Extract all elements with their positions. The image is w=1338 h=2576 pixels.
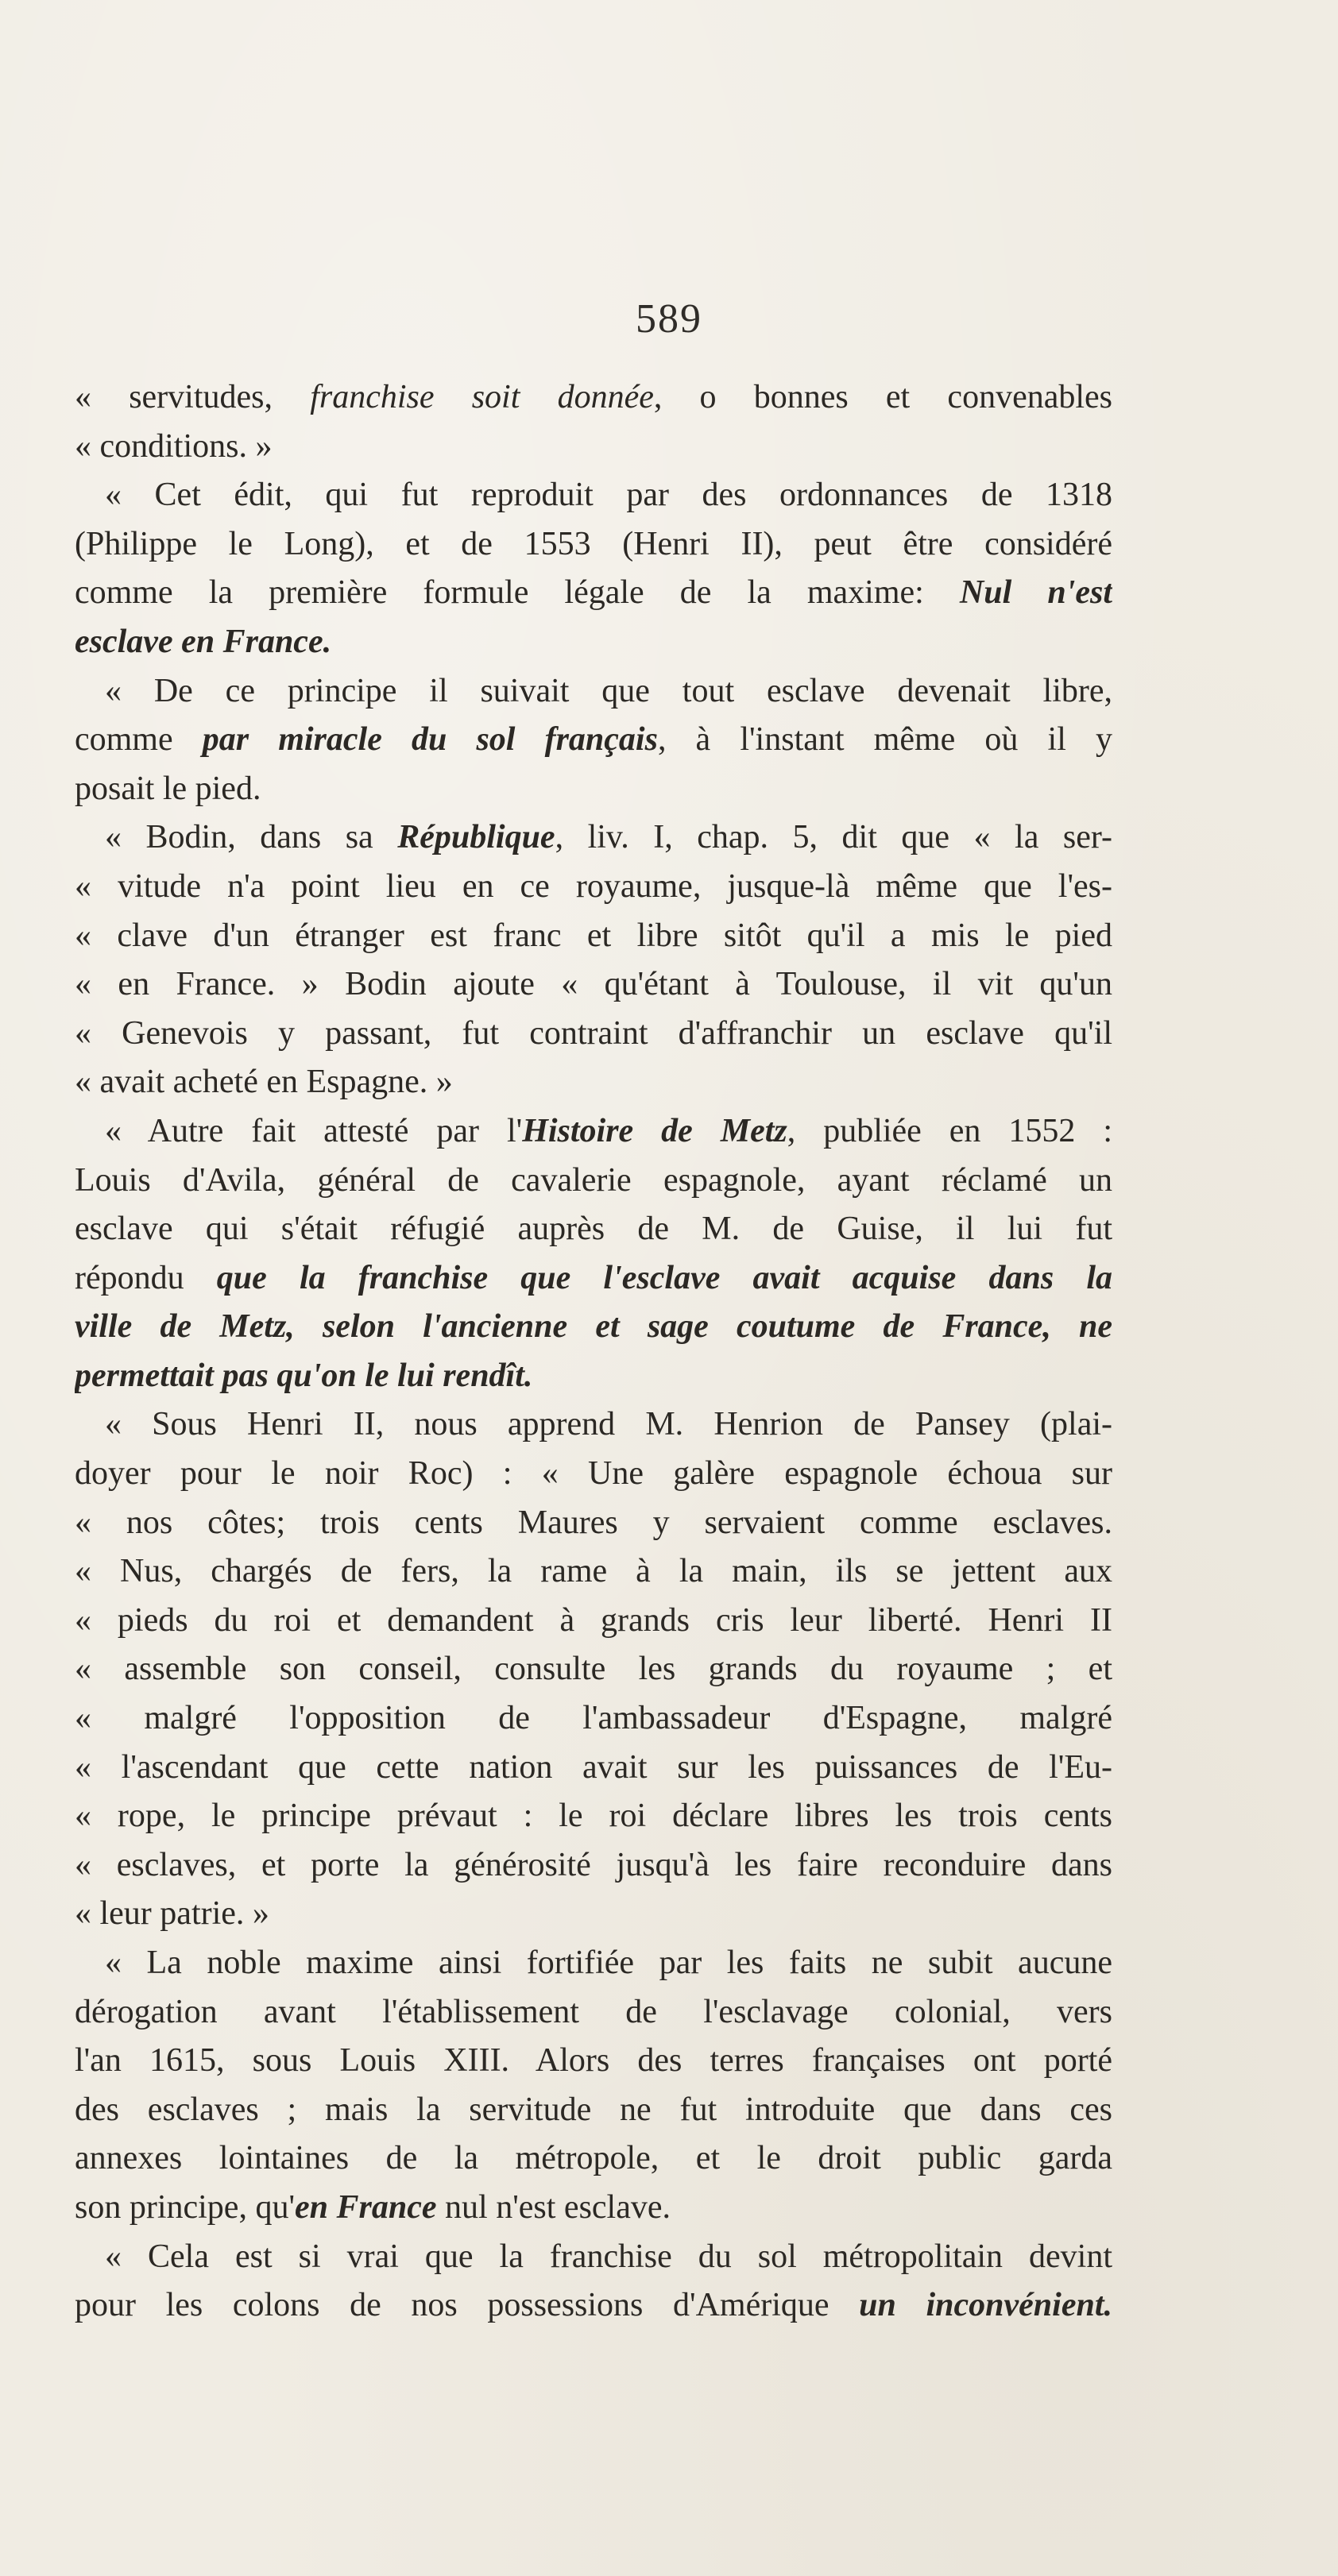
text-line: [75, 2134, 1112, 2184]
text-line: [75, 569, 1112, 618]
text-run: répondu: [75, 1259, 217, 1296]
text-line: [75, 471, 1112, 520]
text-line: [75, 2233, 1112, 2282]
text-line: [75, 863, 1112, 912]
text-run: nul n'est esclave.: [436, 2188, 671, 2226]
emphasized-text: en France: [295, 2188, 437, 2226]
text-run: « en France. » Bodin ajoute « qu'étant à Toulouse, il vit qu'un: [75, 966, 1112, 1003]
text-line: [75, 1205, 1112, 1254]
emphasized-text: franchise soit donnée: [310, 379, 654, 415]
text-run: (Philippe le Long), et de 1553 (Henri II), peut être considéré: [75, 525, 1112, 562]
text-line: [75, 1694, 1112, 1744]
emphasized-text: par miracle du sol français: [202, 721, 658, 759]
emphasized-text: un inconvénient.: [859, 2287, 1112, 2324]
text-run: « Bodin, dans sa: [105, 819, 398, 856]
text-run: « Cet édit, qui fut reproduit par des ordonnances de 1318: [105, 477, 1112, 514]
text-line: [75, 1890, 1112, 1939]
text-run: , à l'instant même où il y: [657, 721, 1112, 759]
text-line: [75, 2037, 1112, 2086]
text-run: « l'ascendant que cette nation avait sur les puissances de l'Eu-: [75, 1748, 1112, 1786]
text-run: « De ce principe il suivait que tout esclave devenait libre,: [105, 672, 1112, 709]
text-run: l'an 1615, sous Louis XIII. Alors des terres françaises ont porté: [75, 2042, 1112, 2080]
text-run: « Autre fait attesté par l': [105, 1112, 523, 1149]
text-line: [75, 1058, 1112, 1107]
text-line: [75, 667, 1112, 716]
text-run: « avait acheté en Espagne. »: [75, 1064, 453, 1101]
text-run: « assemble son conseil, consulte les grands du royaume ; et: [75, 1651, 1112, 1688]
text-run: « clave d'un étranger est franc et libre sitôt qu'il a mis le pied: [75, 917, 1112, 954]
emphasized-text: ville de Metz, selon l'ancienne et sage coutume de France, ne: [75, 1308, 1112, 1346]
text-run: des esclaves ; mais la servitude ne fut introduite que dans ces: [75, 2091, 1112, 2128]
text-run: , liv. I, chap. 5, dit que « la ser-: [555, 819, 1112, 856]
text-line: [75, 1744, 1112, 1793]
text-run: posait le pied.: [75, 770, 261, 807]
text-run: comme: [75, 721, 203, 759]
text-line: [75, 813, 1112, 863]
text-line: [75, 1792, 1112, 1841]
text-run: « Sous Henri II, nous apprend M. Henrion de Pansey (plai-: [105, 1406, 1112, 1443]
text-run: Louis d'Avila, général de cavalerie espagnole, ayant réclamé un: [75, 1161, 1112, 1199]
text-run: doyer pour le noir Roc) : « Une galère espagnole échoua sur: [75, 1455, 1112, 1493]
text-line: [75, 1547, 1112, 1597]
text-line: [75, 1400, 1112, 1450]
text-run: « nos côtes; trois cents Maures y servaient comme esclaves.: [75, 1504, 1112, 1541]
text-line: [75, 373, 1112, 423]
text-line: [75, 1157, 1112, 1206]
emphasized-text: permettait pas qu'on le lui rendît.: [75, 1357, 533, 1394]
text-run: comme la première formule légale de la maxime:: [75, 574, 960, 612]
text-line: [75, 1645, 1112, 1694]
body-text: [75, 373, 1112, 2331]
text-line: [75, 960, 1112, 1010]
text-line: [75, 1988, 1112, 2037]
text-line: [75, 1597, 1112, 1646]
text-run: « esclaves, et porte la générosité jusqu'à les faire reconduire dans: [75, 1846, 1112, 1883]
emphasized-text: esclave en France.: [75, 623, 332, 660]
text-line: [75, 520, 1112, 570]
text-line: [75, 1254, 1112, 1303]
text-run: « vitude n'a point lieu en ce royaume, jusque-là même que l'es-: [75, 867, 1112, 905]
text-line: [75, 2281, 1112, 2331]
text-line: [75, 912, 1112, 961]
text-line: [75, 2184, 1112, 2233]
text-line: [75, 618, 1112, 667]
emphasized-text: que la franchise que l'esclave avait acquise dans la: [216, 1259, 1112, 1296]
text-run: son principe, qu': [75, 2188, 296, 2226]
text-run: esclave qui s'était réfugié auprès de M. de Guise, il lui fut: [75, 1211, 1112, 1248]
text-line: [75, 2086, 1112, 2135]
text-line: [75, 1107, 1112, 1157]
text-line: [75, 1010, 1112, 1059]
text-run: annexes lointaines de la métropole, et le droit public garda: [75, 2140, 1112, 2177]
text-run: « La noble maxime ainsi fortifiée par les faits ne subit aucune: [105, 1945, 1112, 1981]
text-line: [75, 1841, 1112, 1890]
text-line: [75, 1352, 1112, 1401]
text-run: « pieds du roi et demandent à grands cris leur liberté. Henri II: [75, 1601, 1112, 1639]
text-run: « leur patrie. »: [75, 1895, 269, 1933]
text-run: , o bonnes et convenables: [653, 379, 1112, 415]
text-line: [75, 423, 1112, 472]
text-run: , publiée en 1552 :: [787, 1112, 1112, 1149]
emphasized-text: Histoire de Metz: [522, 1112, 787, 1149]
text-run: « conditions. »: [75, 427, 273, 465]
text-run: « Cela est si vrai que la franchise du sol métropolitain devint: [105, 2238, 1112, 2275]
text-line: [75, 1450, 1112, 1499]
text-run: « Genevois y passant, fut contraint d'affranchir un esclave qu'il: [75, 1014, 1112, 1052]
text-run: « Nus, chargés de fers, la rame à la main, ils se jettent aux: [75, 1553, 1112, 1590]
text-run: dérogation avant l'établissement de l'esclavage colonial, vers: [75, 1993, 1112, 2030]
emphasized-text: Nul n'est: [959, 574, 1112, 612]
text-line: [75, 765, 1112, 814]
text-run: pour les colons de nos possessions d'Amérique: [75, 2287, 860, 2324]
text-line: [75, 1939, 1112, 1988]
text-line: [75, 1499, 1112, 1548]
text-line: [75, 716, 1112, 765]
text-run: « rope, le principe prévaut : le roi déclare libres les trois cents: [75, 1798, 1112, 1835]
text-run: « servitudes,: [75, 379, 311, 415]
page-number: 589: [636, 296, 702, 342]
text-line: [75, 1303, 1112, 1352]
emphasized-text: République: [397, 819, 555, 856]
text-run: « malgré l'opposition de l'ambassadeur d'Espagne, malgré: [75, 1700, 1112, 1737]
